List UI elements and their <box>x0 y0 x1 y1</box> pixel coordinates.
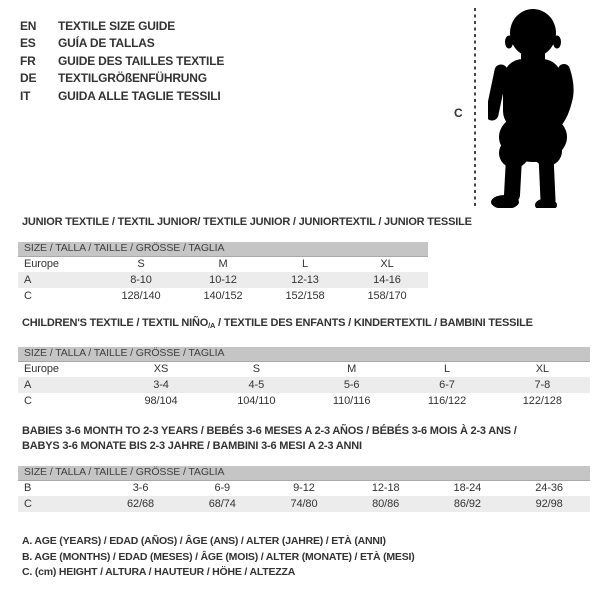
language-code: FR <box>20 53 36 68</box>
size-cell: 7-8 <box>534 379 551 391</box>
language-row-es <box>20 35 224 53</box>
junior-heading: JUNIOR TEXTILE / TEXTIL JUNIOR/ TEXTILE JUNIOR / JUNIORTEXTIL / JUNIOR TESSILE <box>22 216 472 228</box>
row-label: C <box>24 290 32 302</box>
size-cell: L <box>301 258 309 271</box>
size-cell: 140/152 <box>203 290 243 302</box>
size-cell: S <box>252 363 260 376</box>
size-cell: 74/80 <box>290 498 318 510</box>
size-cell: XL <box>380 258 394 271</box>
size-cell: 110/116 <box>332 395 371 407</box>
size-cell: 6-7 <box>439 379 455 391</box>
size-cell: 3-4 <box>153 379 169 391</box>
language-code: DE <box>20 71 37 86</box>
language-code: EN <box>20 18 37 33</box>
size-row-c <box>18 496 590 512</box>
size-cell: XS <box>153 363 169 376</box>
language-row-fr <box>20 52 224 70</box>
size-cell: 122/128 <box>522 395 562 407</box>
language-row-en <box>20 17 224 35</box>
language-title: TEXTILGRÖßENFÜHRUNG <box>58 71 207 86</box>
row-label: A <box>24 274 32 286</box>
babies-heading <box>22 424 590 454</box>
size-cell: 98/104 <box>144 395 178 407</box>
size-header-bar: SIZE / TALLA / TAILLE / GRÖSSE / TAGLIA <box>18 466 590 480</box>
junior-size-table <box>18 242 428 304</box>
size-cell: S <box>137 258 145 271</box>
toddler-silhouette-icon <box>488 8 588 208</box>
children-heading <box>22 317 590 332</box>
size-cell: 10-12 <box>209 274 237 286</box>
language-title: GUÍA DE TALLAS <box>58 36 155 51</box>
size-cell: 158/170 <box>367 290 407 302</box>
size-cell: XL <box>535 363 549 376</box>
children-heading-post: / TEXTILE DES ENFANTS / KINDERTEXTIL / BAMBINI TESSILE <box>215 317 533 329</box>
language-header <box>20 17 224 105</box>
size-cell: 6-9 <box>214 482 231 495</box>
size-cell: 62/68 <box>127 498 155 510</box>
figure-area <box>440 0 600 215</box>
language-title: TEXTILE SIZE GUIDE <box>58 18 176 33</box>
children-size-table <box>18 347 590 409</box>
row-label: C <box>24 395 32 407</box>
size-cell: 4-5 <box>248 379 265 391</box>
language-title: GUIDA ALLE TAGLIE TESSILI <box>58 88 221 103</box>
row-label: Europe <box>24 363 59 376</box>
size-row-a <box>18 377 590 393</box>
size-cell: 12-18 <box>371 482 400 495</box>
size-cell: M <box>347 363 357 376</box>
note-age-years: A. AGE (YEARS) / EDAD (AÑOS) / ÂGE (ANS) / ALTER (JAHRE) / ETÀ (ANNI) <box>22 535 386 547</box>
babies-heading-line2: BABYS 3-6 MONATE BIS 2-3 JAHRE / BAMBINI 3-6 MESI A 2-3 ANNI <box>22 440 362 452</box>
size-cell: L <box>443 363 450 376</box>
size-cell: 12-13 <box>291 274 319 286</box>
size-row-c <box>18 288 428 304</box>
size-cell: 152/158 <box>285 290 325 302</box>
size-cell: 14-16 <box>373 274 401 286</box>
legend-notes <box>22 534 415 581</box>
size-cell: 68/74 <box>208 498 236 510</box>
size-row-a <box>18 272 428 288</box>
size-cell: 3-6 <box>132 482 149 495</box>
size-cell: 24-36 <box>535 482 563 495</box>
size-cell: M <box>218 258 228 271</box>
size-row-b <box>18 480 590 496</box>
size-row-c <box>18 393 590 409</box>
row-label: C <box>24 498 32 510</box>
size-cell: 9-12 <box>293 482 315 495</box>
children-heading-pre: CHILDREN'S TEXTILE / TEXTIL NIÑO <box>22 317 209 329</box>
size-row-europe <box>18 361 590 377</box>
height-measure-label: C <box>454 106 463 120</box>
row-label: B <box>24 482 32 495</box>
language-code: ES <box>20 36 36 51</box>
note-height-cm: C. (cm) HEIGHT / ALTURA / HAUTEUR / HÖHE / ALTEZZA <box>22 566 296 578</box>
children-heading-sub: /A <box>208 321 216 330</box>
size-cell: 86/92 <box>453 498 481 510</box>
language-row-it <box>20 87 224 105</box>
size-cell: 8-10 <box>130 274 152 286</box>
size-cell: 128/140 <box>121 290 161 302</box>
row-label: A <box>24 379 32 391</box>
row-label: Europe <box>24 258 59 271</box>
junior-section <box>18 216 472 304</box>
size-cell: 18-24 <box>453 482 482 495</box>
size-header-bar: SIZE / TALLA / TAILLE / GRÖSSE / TAGLIA <box>18 242 428 256</box>
language-row-de <box>20 70 224 88</box>
children-section <box>18 317 590 409</box>
size-header-bar: SIZE / TALLA / TAILLE / GRÖSSE / TAGLIA <box>18 347 590 361</box>
size-cell: 104/110 <box>237 395 276 407</box>
babies-size-table <box>18 466 590 512</box>
size-cell: 92/98 <box>535 498 563 510</box>
babies-section <box>18 424 590 512</box>
height-measure-dashed-line <box>474 8 476 206</box>
babies-heading-line1: BABIES 3-6 MONTH TO 2-3 YEARS / BEBÉS 3-6 MESES A 2-3 AÑOS / BÉBÉS 3-6 MOIS À 2-3 ANS / <box>22 425 517 437</box>
size-cell: 116/122 <box>427 395 467 407</box>
language-title: GUIDE DES TAILLES TEXTILE <box>58 53 225 68</box>
size-cell: 5-6 <box>343 379 360 391</box>
size-row-europe <box>18 256 428 272</box>
note-age-months: B. AGE (MONTHS) / EDAD (MESES) / ÂGE (MOIS) / ALTER (MONATE) / ETÀ (MESI) <box>22 550 415 563</box>
size-cell: 80/86 <box>372 498 400 510</box>
language-code: IT <box>20 88 31 103</box>
